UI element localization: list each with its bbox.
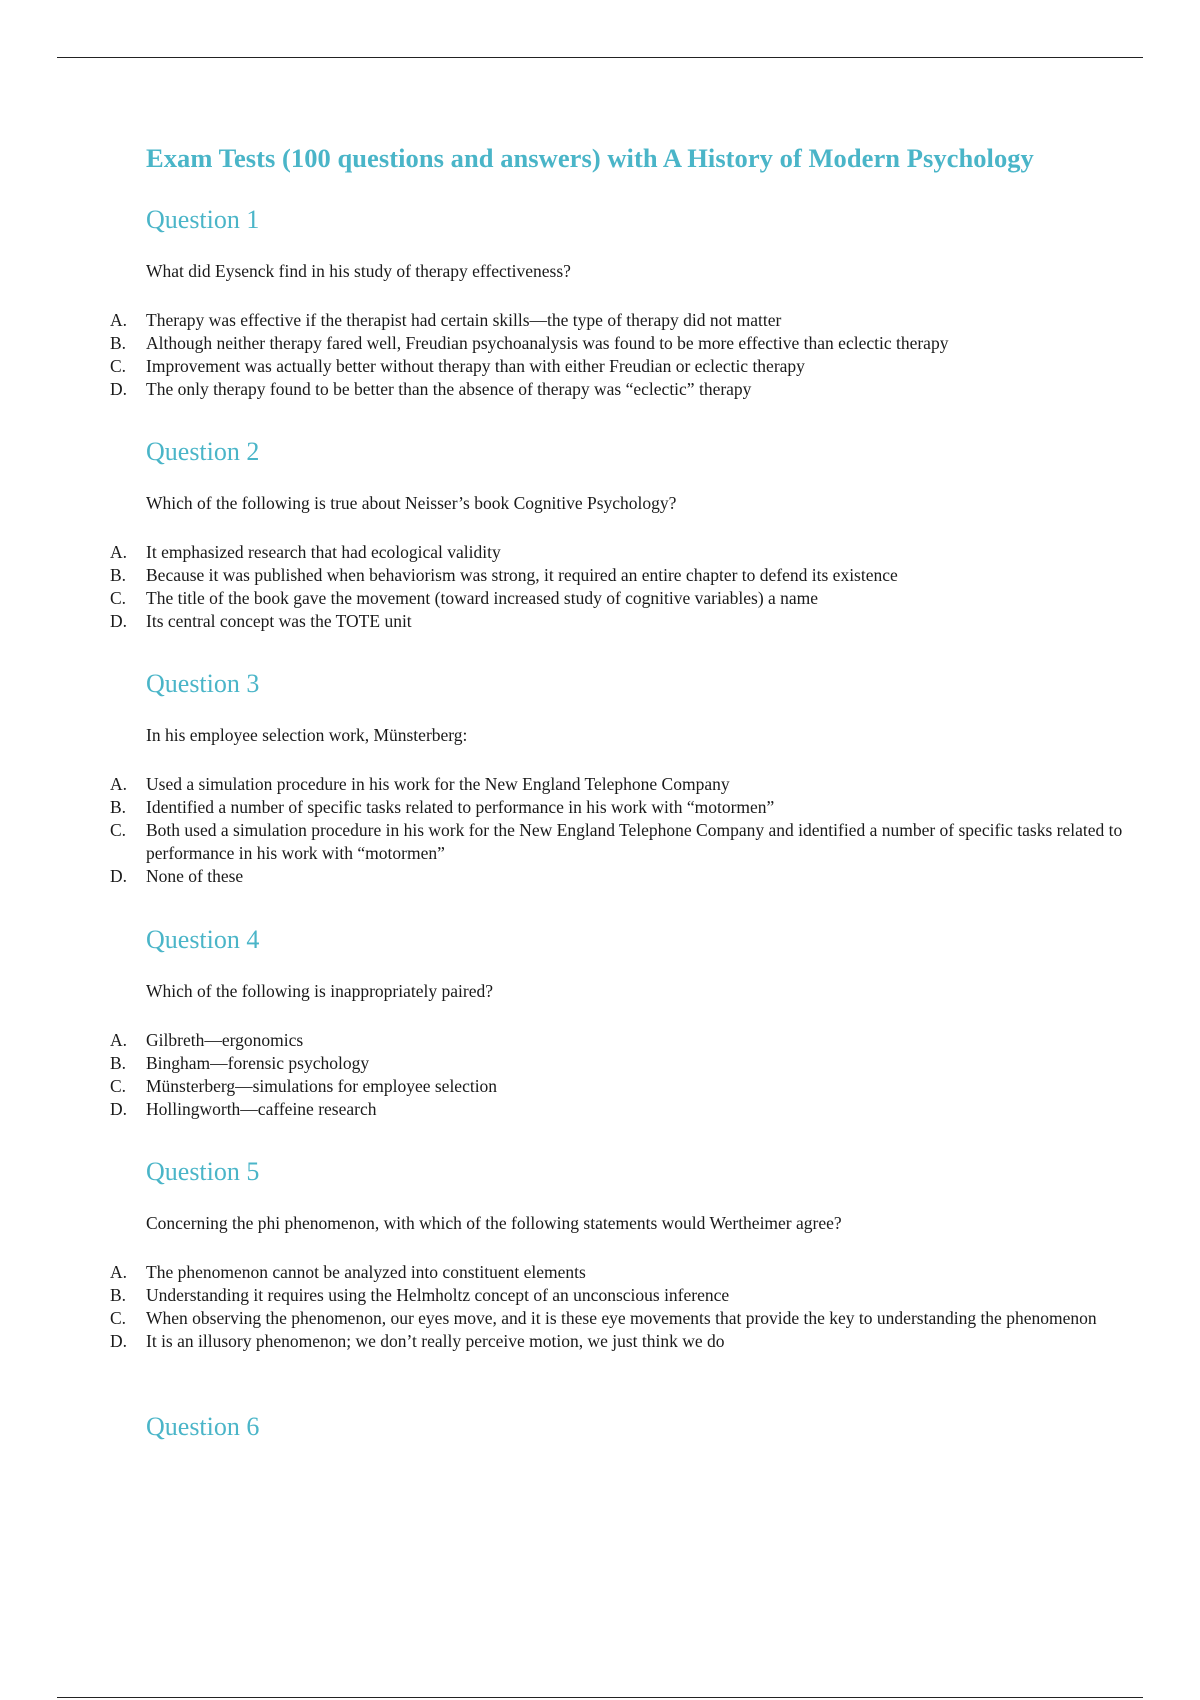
option-text: Both used a simulation procedure in his work for the New England Telephone Company and identified a number of specific tasks related to performance in his work with “motormen” [146, 820, 1123, 863]
answer-option-a [0, 309, 1200, 332]
bottom-rule [57, 1697, 1143, 1698]
option-text: Münsterberg—simulations for employee selection [146, 1076, 498, 1096]
answer-options [0, 773, 1200, 888]
option-text: Its central concept was the TOTE unit [146, 611, 412, 631]
answer-option-c [0, 1075, 1200, 1098]
answer-options [0, 1029, 1200, 1121]
option-text: Although neither therapy fared well, Freudian psychoanalysis was found to be more effective than eclectic therapy [146, 333, 949, 353]
answer-options [0, 1261, 1200, 1353]
option-text: The only therapy found to be better than the absence of therapy was “eclectic” therapy [146, 379, 752, 399]
option-text: Therapy was effective if the therapist had certain skills—the type of therapy did not matter [146, 310, 782, 330]
answer-option-d [0, 378, 1200, 401]
answer-option-a [0, 541, 1200, 564]
answer-option-b [0, 796, 1200, 819]
option-letter: B. [110, 565, 127, 585]
option-text: When observing the phenomenon, our eyes move, and it is these eye movements that provide the key to understanding the phenomenon [146, 1308, 1097, 1328]
document-title: Exam Tests (100 questions and answers) with A History of Modern Psychology [146, 143, 1034, 173]
option-letter: D. [110, 1099, 128, 1119]
question-text: Which of the following is true about Neisser’s book Cognitive Psychology? [146, 493, 677, 513]
option-text: Bingham—forensic psychology [146, 1053, 370, 1073]
question-text: What did Eysenck find in his study of therapy effectiveness? [146, 261, 571, 281]
answer-option-d [0, 1098, 1200, 1121]
option-letter: B. [110, 333, 127, 353]
answer-option-b [0, 1052, 1200, 1075]
option-letter: D. [110, 611, 128, 631]
answer-option-b [0, 1284, 1200, 1307]
answer-option-d [0, 865, 1200, 888]
question-heading: Question 1 [146, 205, 260, 234]
option-text: Understanding it requires using the Helmholtz concept of an unconscious inference [146, 1285, 730, 1305]
answer-options [0, 309, 1200, 401]
question-text: Which of the following is inappropriately paired? [146, 981, 493, 1001]
option-letter: A. [110, 774, 128, 794]
option-letter: C. [110, 1308, 127, 1328]
option-letter: C. [110, 820, 127, 840]
option-letter: B. [110, 1053, 127, 1073]
answer-option-b [0, 564, 1200, 587]
option-letter: B. [110, 1285, 127, 1305]
option-letter: A. [110, 542, 128, 562]
answer-option-a [0, 1261, 1200, 1284]
option-letter: A. [110, 310, 128, 330]
option-text: Hollingworth—caffeine research [146, 1099, 377, 1119]
answer-option-d [0, 610, 1200, 633]
answer-option-d [0, 1330, 1200, 1353]
question-heading: Question 6 [146, 1412, 260, 1441]
option-text: It is an illusory phenomenon; we don’t really perceive motion, we just think we do [146, 1331, 725, 1351]
option-letter: D. [110, 379, 128, 399]
option-text: Because it was published when behaviorism was strong, it required an entire chapter to defend its existence [146, 565, 898, 585]
answer-option-c [0, 355, 1200, 378]
answer-option-a [0, 1029, 1200, 1052]
option-letter: A. [110, 1030, 128, 1050]
option-text: The title of the book gave the movement (toward increased study of cognitive variables) a name [146, 588, 819, 608]
option-text: Identified a number of specific tasks related to performance in his work with “motormen” [146, 797, 775, 817]
option-text: The phenomenon cannot be analyzed into constituent elements [146, 1262, 586, 1282]
option-letter: D. [110, 1331, 128, 1351]
answer-option-a [0, 773, 1200, 796]
option-letter: D. [110, 866, 128, 886]
question-heading: Question 2 [146, 437, 260, 466]
question-heading: Question 5 [146, 1157, 260, 1186]
top-rule [57, 57, 1143, 58]
option-text: Gilbreth—ergonomics [146, 1030, 304, 1050]
answer-option-c [0, 819, 1200, 865]
answer-option-b [0, 332, 1200, 355]
answer-options [0, 541, 1200, 633]
option-letter: A. [110, 1262, 128, 1282]
option-letter: C. [110, 588, 127, 608]
option-text: Improvement was actually better without therapy than with either Freudian or eclectic therapy [146, 356, 805, 376]
question-text: Concerning the phi phenomenon, with which of the following statements would Wertheimer agree? [146, 1213, 842, 1233]
answer-option-c [0, 587, 1200, 610]
question-heading: Question 3 [146, 669, 260, 698]
option-letter: C. [110, 356, 127, 376]
answer-option-c [0, 1307, 1200, 1330]
option-text: Used a simulation procedure in his work for the New England Telephone Company [146, 774, 730, 794]
option-letter: B. [110, 797, 127, 817]
question-heading: Question 4 [146, 925, 260, 954]
option-text: It emphasized research that had ecological validity [146, 542, 501, 562]
option-text: None of these [146, 866, 244, 886]
question-text: In his employee selection work, Münsterberg: [146, 725, 468, 745]
option-letter: C. [110, 1076, 127, 1096]
